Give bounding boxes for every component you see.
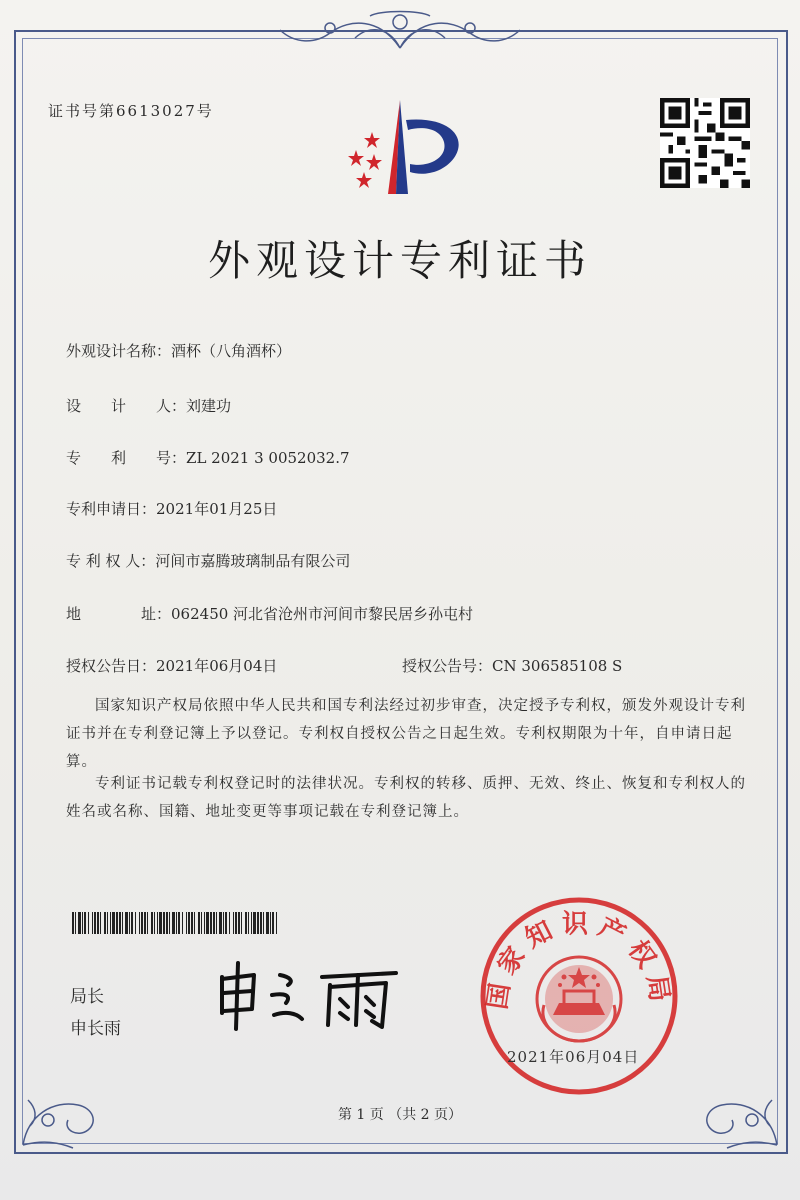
qr-code-icon — [660, 98, 750, 188]
seal-date: 2021年06月04日 — [507, 1048, 640, 1066]
grant-date-value: 2021年06月04日 — [156, 657, 278, 675]
grant-number-value: CN 306585108 S — [492, 657, 623, 675]
filing-date-label: 专利申请日： — [66, 500, 157, 518]
director-name: 申长雨 — [70, 1019, 121, 1039]
address-row — [66, 603, 473, 624]
grant-number-row — [402, 655, 622, 676]
designer-label: 设 计 人： — [66, 397, 187, 415]
address-value: 062450 河北省沧州市河间市黎民居乡孙屯村 — [171, 605, 474, 623]
filing-date-value: 2021年01月25日 — [156, 500, 278, 518]
patentee-row — [66, 550, 350, 571]
director-title: 局长 — [70, 987, 104, 1007]
patentee-label: 专 利 权 人： — [66, 552, 156, 570]
patent-number-row — [66, 447, 350, 468]
design-name-row — [66, 340, 291, 361]
grant-statement-paragraph: 国家知识产权局依照中华人民共和国专利法经过初步审查，决定授予专利权，颁发外观设计专利证书并在专利登记簿上予以登记。专利权自授权公告之日起生效。专利权期限为十年，自申请日起算。 — [66, 698, 746, 770]
barcode-icon — [72, 912, 282, 934]
patent-number-value: ZL 2021 3 0052032.7 — [186, 449, 350, 467]
svg-text:国家知识产权局: 国家知识产权局 — [482, 909, 676, 1012]
patent-number-label: 专 利 号： — [66, 449, 187, 467]
page-number: 第 1 页 （共 2 页） — [337, 1107, 463, 1123]
certificate-number: 证书号第6613027号 — [48, 102, 214, 120]
patentee-value: 河间市嘉腾玻璃制品有限公司 — [155, 552, 351, 570]
design-name-label: 外观设计名称： — [66, 342, 172, 360]
grant-date-label: 授权公告日： — [66, 657, 157, 675]
director-signature-icon — [210, 955, 410, 1035]
designer-value: 刘建功 — [186, 397, 232, 415]
top-ornament-icon — [260, 8, 540, 56]
filing-date-row — [66, 498, 277, 519]
legal-status-paragraph: 专利证书记载专利权登记时的法律状况。专利权的转移、质押、无效、终止、恢复和专利权人的姓名或名称、国籍、地址变更等事项记载在专利登记簿上。 — [66, 776, 746, 820]
address-label: 地 址： — [66, 605, 172, 623]
grant-number-label: 授权公告号： — [402, 657, 493, 675]
document-title: 外观设计专利证书 — [207, 236, 592, 285]
design-name-value: 酒杯（八角酒杯） — [171, 342, 292, 360]
designer-row — [66, 395, 231, 416]
cnipa-emblem-icon — [330, 98, 470, 198]
grant-date-row — [66, 655, 277, 676]
